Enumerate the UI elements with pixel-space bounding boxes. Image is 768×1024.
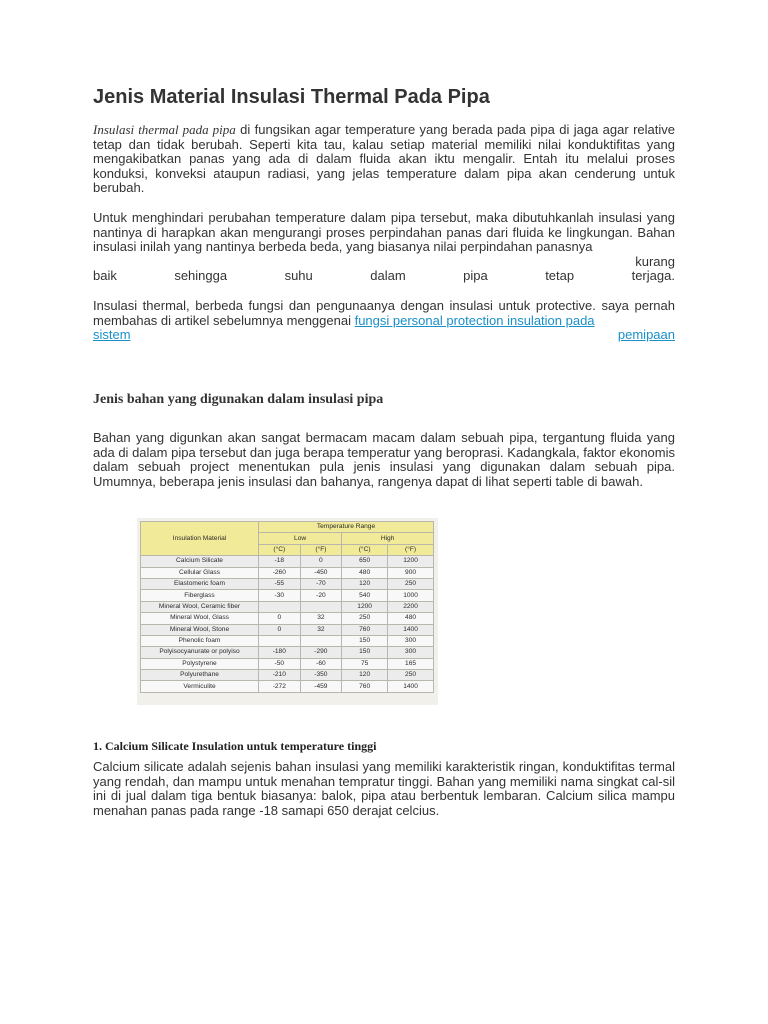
table-row bbox=[141, 613, 434, 624]
table-row bbox=[141, 556, 434, 567]
table-cell-value: 150 bbox=[342, 647, 388, 658]
table-cell-value: 0 bbox=[259, 624, 301, 635]
table-cell-value: 760 bbox=[342, 624, 388, 635]
table-cell-material: Mineral Wool, Stone bbox=[141, 624, 259, 635]
table-cell-value: 75 bbox=[342, 658, 388, 669]
table-cell-value bbox=[300, 601, 342, 612]
table-cell-material: Cellular Glass bbox=[141, 567, 259, 578]
paragraph-2-last-line-word: terjaga. bbox=[631, 268, 675, 284]
paragraph-5: Calcium silicate adalah sejenis bahan insulasi yang memiliki karakteristik ringan, konduktifitas termal yang rendah, dan mampu untuk menahan tempratur tinggi. Bahan yang memiliki nama singkat cal-sil ini di jual dalam tiga bentuk biasanya: balok, pipa atau berbentuk lembaran. Calcium silica mampu menahan panas pada range -18 samapi 650 derajat celcius. bbox=[93, 759, 675, 818]
table-cell-value: 2200 bbox=[388, 601, 434, 612]
table-cell-value: 0 bbox=[259, 613, 301, 624]
table-cell-value: -459 bbox=[300, 681, 342, 692]
header-insulation-material: Insulation Material bbox=[141, 522, 259, 556]
table-row bbox=[141, 567, 434, 578]
table-row bbox=[141, 647, 434, 658]
table-cell-material: Vermiculite bbox=[141, 681, 259, 692]
protection-insulation-link[interactable]: fungsi personal protection insulation pada bbox=[354, 312, 595, 328]
header-unit-f: (°F) bbox=[300, 544, 342, 555]
table-cell-value: -60 bbox=[300, 658, 342, 669]
table-cell-value: -55 bbox=[259, 578, 301, 589]
table-cell-value: 1000 bbox=[388, 590, 434, 601]
table-cell-value: 480 bbox=[388, 613, 434, 624]
table-cell-value bbox=[259, 635, 301, 646]
table-cell-value: -30 bbox=[259, 590, 301, 601]
table-cell-value: -20 bbox=[300, 590, 342, 601]
table-cell-value: 540 bbox=[342, 590, 388, 601]
paragraph-4: Bahan yang digunkan akan sangat bermacam macam dalam sebuah pipa, tergantung fluida yang ada di dalam pipa tersebut dan juga berapa temperatur yang beroprasi. Kadangkala, faktor ekonomis dalam sebuah project menentukan pula jenis insulasi yang digunakan dalam sebuah pipa. Umumnya, beberapa jenis insulasi dan bahanya, rangenya dapat di lihat seperti table di bawah. bbox=[93, 430, 675, 489]
table-cell-value: -290 bbox=[300, 647, 342, 658]
table-row bbox=[141, 681, 434, 692]
section-heading: Jenis bahan yang digunakan dalam insulasi pipa bbox=[93, 392, 384, 407]
table-cell-value: 250 bbox=[388, 670, 434, 681]
article-title: Jenis Material Insulasi Thermal Pada Pipa bbox=[93, 86, 490, 108]
header-unit-c: (°C) bbox=[259, 544, 301, 555]
table-cell-value: 32 bbox=[300, 624, 342, 635]
table-cell-value: 760 bbox=[342, 681, 388, 692]
table-row bbox=[141, 670, 434, 681]
table-row bbox=[141, 624, 434, 635]
table-cell-value: 150 bbox=[342, 635, 388, 646]
table-cell-value: 32 bbox=[300, 613, 342, 624]
table-row bbox=[141, 601, 434, 612]
table-cell-material: Mineral Wool, Ceramic fiber bbox=[141, 601, 259, 612]
table-cell-material: Polyisocyanurate or polyiso bbox=[141, 647, 259, 658]
paragraph-3 bbox=[93, 299, 675, 343]
link-continuation-word[interactable]: pemipaan bbox=[617, 327, 675, 343]
table-cell-value: 480 bbox=[342, 567, 388, 578]
table-cell-material: Polyurethane bbox=[141, 670, 259, 681]
link-continuation[interactable] bbox=[93, 328, 675, 343]
table-cell-value: -260 bbox=[259, 567, 301, 578]
table-cell-material: Fiberglass bbox=[141, 590, 259, 601]
table-cell-value: -70 bbox=[300, 578, 342, 589]
table-row bbox=[141, 578, 434, 589]
table-cell-value: 1200 bbox=[342, 601, 388, 612]
insulation-table bbox=[140, 521, 434, 693]
table-cell-value: 300 bbox=[388, 647, 434, 658]
insulation-table-image bbox=[137, 518, 438, 705]
table-cell-value: 1200 bbox=[388, 556, 434, 567]
table-cell-value: 165 bbox=[388, 658, 434, 669]
table-row bbox=[141, 635, 434, 646]
paragraph-2-last-line-word: sehingga bbox=[174, 268, 228, 284]
table-row bbox=[141, 658, 434, 669]
table-cell-value: -272 bbox=[259, 681, 301, 692]
table-cell-value: 1400 bbox=[388, 624, 434, 635]
table-cell-value: 120 bbox=[342, 670, 388, 681]
table-cell-value bbox=[300, 635, 342, 646]
paragraph-2-last-line bbox=[93, 269, 675, 284]
table-row bbox=[141, 590, 434, 601]
paragraph-2-last-line-word: baik bbox=[93, 268, 117, 284]
table-cell-value: -180 bbox=[259, 647, 301, 658]
table-cell-value: 300 bbox=[388, 635, 434, 646]
table-cell-material: Calcium Silicate bbox=[141, 556, 259, 567]
paragraph-3-text: Insulasi thermal, berbeda fungsi dan pengunaanya dengan insulasi untuk protective. saya pernah membahas di artikel sebelumnya menggenai bbox=[93, 298, 675, 328]
table-cell-value: -210 bbox=[259, 670, 301, 681]
table-cell-value: 650 bbox=[342, 556, 388, 567]
table-cell-value: 120 bbox=[342, 578, 388, 589]
header-high: High bbox=[342, 533, 434, 544]
paragraph-intro bbox=[93, 123, 675, 196]
header-temperature-range: Temperature Range bbox=[259, 522, 434, 533]
table-cell-value: 250 bbox=[342, 613, 388, 624]
paragraph-2-last-line-word: dalam bbox=[370, 268, 406, 284]
paragraph-2-text: Untuk menghindari perubahan temperature dalam pipa tersebut, maka dibutuhkanlah insulasi yang nantinya di harapkan akan mengurangi proses perpindahan panas dari fluida ke lingkungan. Bahan insulasi inilah yang nantinya berbeda beda, yang biasanya nilai perpindahan panasnya bbox=[93, 210, 675, 255]
paragraph-2-kurang: kurang bbox=[635, 253, 675, 269]
paragraph-2-last-line-word: pipa bbox=[463, 268, 488, 284]
header-unit-f: (°F) bbox=[388, 544, 434, 555]
table-cell-value: -350 bbox=[300, 670, 342, 681]
paragraph-2-last-line-word: tetap bbox=[545, 268, 575, 284]
paragraph-2 bbox=[93, 211, 675, 284]
intro-italic-term: Insulasi thermal pada pipa bbox=[93, 122, 236, 137]
table-cell-value: 900 bbox=[388, 567, 434, 578]
table-cell-material: Polystyrene bbox=[141, 658, 259, 669]
table-cell-value: -450 bbox=[300, 567, 342, 578]
table-cell-value: -50 bbox=[259, 658, 301, 669]
table-cell-value: -18 bbox=[259, 556, 301, 567]
paragraph-2-last-line-word: suhu bbox=[284, 268, 313, 284]
table-cell-value: 0 bbox=[300, 556, 342, 567]
table-cell-material: Elastomeric foam bbox=[141, 578, 259, 589]
insulation-table-body bbox=[141, 556, 434, 693]
table-cell-value bbox=[259, 601, 301, 612]
table-cell-value: 250 bbox=[388, 578, 434, 589]
link-continuation-word[interactable]: sistem bbox=[93, 327, 131, 343]
intro-text: di fungsikan agar temperature yang berada pada pipa di jaga agar relative tetap dan tidak berubah. Seperti kita tau, kalau setiap material memiliki nilai konduktifitas yang mengakibatkan panas yang ada di dalam fluida akan iktu mengalir. Entah itu melalui proses konduksi, konveksi ataupun radiasi, yang jelas temperature dalam pipa akan cenderung untuk berubah. bbox=[93, 122, 675, 196]
table-cell-material: Phenolic foam bbox=[141, 635, 259, 646]
header-unit-c: (°C) bbox=[342, 544, 388, 555]
table-cell-value: 1400 bbox=[388, 681, 434, 692]
subsection-heading: 1. Calcium Silicate Insulation untuk temperature tinggi bbox=[93, 739, 377, 753]
header-low: Low bbox=[259, 533, 342, 544]
table-cell-material: Mineral Wool, Glass bbox=[141, 613, 259, 624]
